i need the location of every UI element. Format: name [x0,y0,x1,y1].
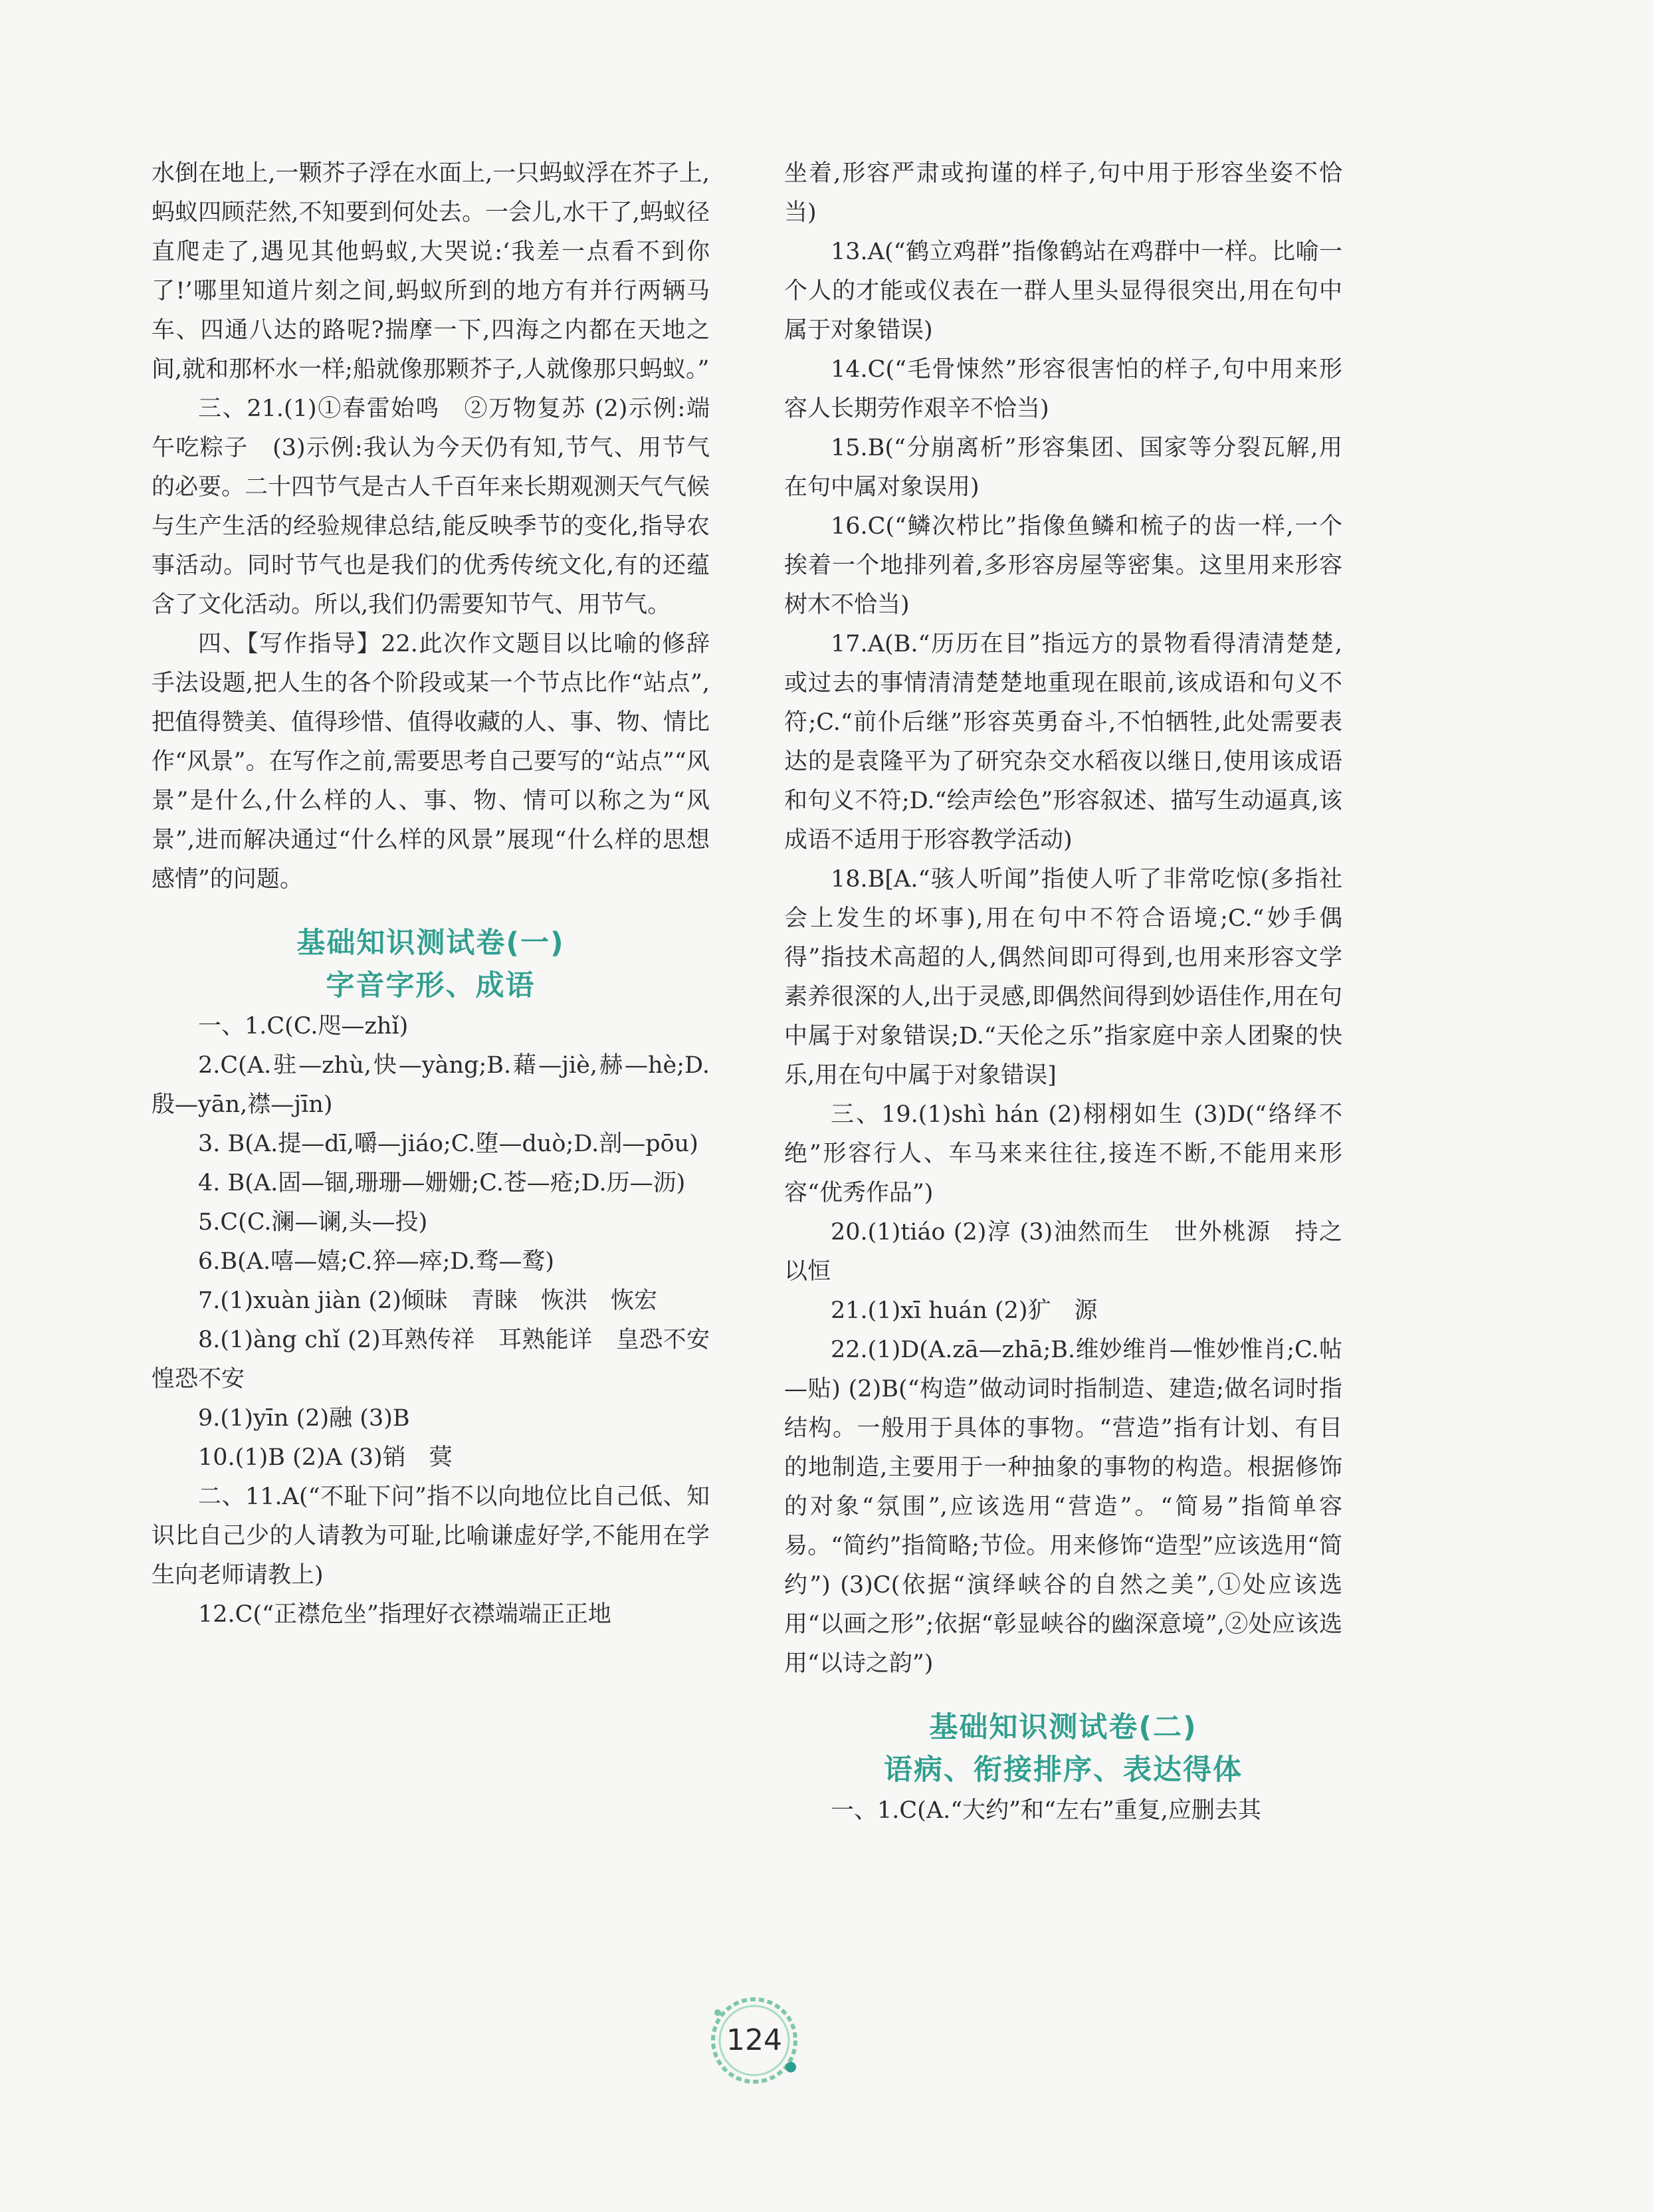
left-column [152,154,734,1634]
page-number: 124 [726,2023,782,2057]
answer-item: 9.(1)yīn (2)融 (3)B [198,1405,410,1432]
answer-item: 5.C(C.澜—谰,头—投) [198,1209,428,1236]
answer-item: 17.A(B.“历历在目”指远方的景物看得清清楚楚,或过去的事情清清楚楚地重现在眼前,该成语和句义不符;C.“前仆后继”形容英勇奋斗,不怕牺牲,此处需要表达的是袁隆平为了研究杂交水稻夜以继日,使用该成语和句义不符;D.“绘声绘色”形容叙述、描写生动逼真,该成语不适用于形容教学活动) [784,631,1342,853]
answer-item: 20.(1)tiáo (2)淳 (3)油然而生 世外桃源 持之以恒 [784,1219,1342,1285]
answer-item: 12.C(“正襟危坐”指理好衣襟端端正正地 [198,1601,611,1628]
answer-item: 15.B(“分崩离析”形容集团、国家等分裂瓦解,用在句中属对象误用) [784,435,1342,500]
page-number-badge [691,1994,817,2094]
answer-item: 2.C(A.驻—zhù,快—yàng;B.藉—jiè,赫—hè;D.殷—yān,襟—jīn) [152,1052,710,1118]
right-column [784,154,1342,1830]
answer-item: 16.C(“鳞次栉比”指像鱼鳞和梳子的齿一样,一个挨着一个地排列着,多形容房屋等密集。这里用来形容树木不恰当) [784,513,1342,618]
section-subtitle: 字音字形、成语 [326,969,536,1002]
answer-item: 二、11.A(“不耻下问”指不以向地位比自己低、知识比自己少的人请教为可耻,比喻谦虚好学,不能用在学生向老师请教上) [152,1484,710,1589]
answer-item: 3. B(A.提—dī,嚼—jiáo;C.堕—duò;D.剖—pōu) [198,1131,698,1157]
answer-item: 三、19.(1)shì hán (2)栩栩如生 (3)D(“络绎不绝”形容行人、车马来来往往,接连不断,不能用来形容“优秀作品”) [784,1101,1342,1206]
section-subtitle: 语病、衔接排序、表达得体 [884,1753,1243,1787]
section-title: 基础知识测试卷(二) [929,1711,1197,1744]
answer-item: 8.(1)àng chǐ (2)耳熟传祥 耳熟能详 皇恐不安 惶恐不安 [152,1327,734,1392]
paragraph: 水倒在地上,一颗芥子浮在水面上,一只蚂蚁浮在芥子上,蚂蚁四顾茫然,不知要到何处去。一会儿,水干了,蚂蚁径直爬走了,遇见其他蚂蚁,大哭说:‘我差一点看不到你了!’哪里知道片刻之间,蚂蚁所到的地方有并行两辆马车、四通八达的路呢?揣摩一下,四海之内都在天地之间,就和那杯水一样;船就像那颗芥子,人就像那只蚂蚁。” [152,160,710,383]
answer-item: 一、1.C(C.咫—zhǐ) [198,1013,409,1040]
answer-item: 18.B[A.“骇人听闻”指使人听了非常吃惊(多指社会上发生的坏事),用在句中不符合语境;C.“妙手偶得”指技术高超的人,偶然间即可得到,也用来形容文学素养很深的人,出于灵感,即偶然间得到妙语佳作,用在句中属于对象错误;D.“天伦之乐”指家庭中亲人团聚的快乐,用在句中属于对象错误] [784,866,1342,1089]
answer-item: 7.(1)xuàn jiàn (2)倾昧 青睐 恢洪 恢宏 [198,1287,657,1314]
answer-item: 13.A(“鹤立鸡群”指像鹤站在鸡群中一样。比喻一个人的才能或仪表在一群人里头显得很突出,用在句中属于对象错误) [784,239,1342,344]
section-title: 基础知识测试卷(一) [296,927,565,960]
answer-item: 坐着,形容严肃或拘谨的样子,句中用于形容坐姿不恰当) [784,160,1342,226]
paragraph: 三、21.(1)①春雷始鸣 ②万物复苏 (2)示例:端午吃粽子 (3)示例:我认为今天仍有知,节气、用节气的必要。二十四节气是古人千百年来长期观测天气气候与生产生活的经验规律总结,能反映季节的变化,指导农事活动。同时节气也是我们的优秀传统文化,有的还蕴含了文化活动。所以,我们仍需要知节气、用节气。 [152,395,710,618]
answer-item: 21.(1)xī huán (2)犷 源 [831,1297,1098,1324]
answer-item: 14.C(“毛骨悚然”形容很害怕的样子,句中用来形容人长期劳作艰辛不恰当) [784,356,1342,422]
answer-item: 4. B(A.固—锢,珊珊—姗姗;C.苍—疮;D.历—沥) [198,1170,686,1196]
answer-item: 6.B(A.嘻—嬉;C.猝—瘁;D.骛—鹜) [198,1248,555,1275]
answer-item: 一、1.C(A.“大约”和“左右”重复,应删去其 [831,1797,1261,1824]
answer-item: 22.(1)D(A.zā—zhā;B.维妙维肖—惟妙惟肖;C.帖—贴) (2)B(“构造”做动词时指制造、建造;做名词时指结构。一般用于具体的事物。“营造”指有计划、有目的地制造,主要用于一种抽象的事物的构造。根据修饰的对象“氛围”,应该选用“营造”。“简易”指简单容易。“简约”指简略;节俭。用来修饰“造型”应该选用“简约”) (3)C(依据“演绎峡谷的自然之美”,①处应该选用“以画之形”;依据“彰显峡谷的幽深意境”,②处应该选用“以诗之韵”) [784,1337,1342,1677]
paragraph: 四、【写作指导】22.此次作文题目以比喻的修辞手法设题,把人生的各个阶段或某一个节点比作“站点”,把值得赞美、值得珍惜、值得收藏的人、事、物、情比作“风景”。在写作之前,需要思考自己要写的“站点”“风景”是什么,什么样的人、事、物、情可以称之为“风景”,进而解决通过“什么样的风景”展现“什么样的思想感情”的问题。 [152,631,710,893]
answer-item: 10.(1)B (2)A (3)销 蓂 [198,1444,453,1471]
